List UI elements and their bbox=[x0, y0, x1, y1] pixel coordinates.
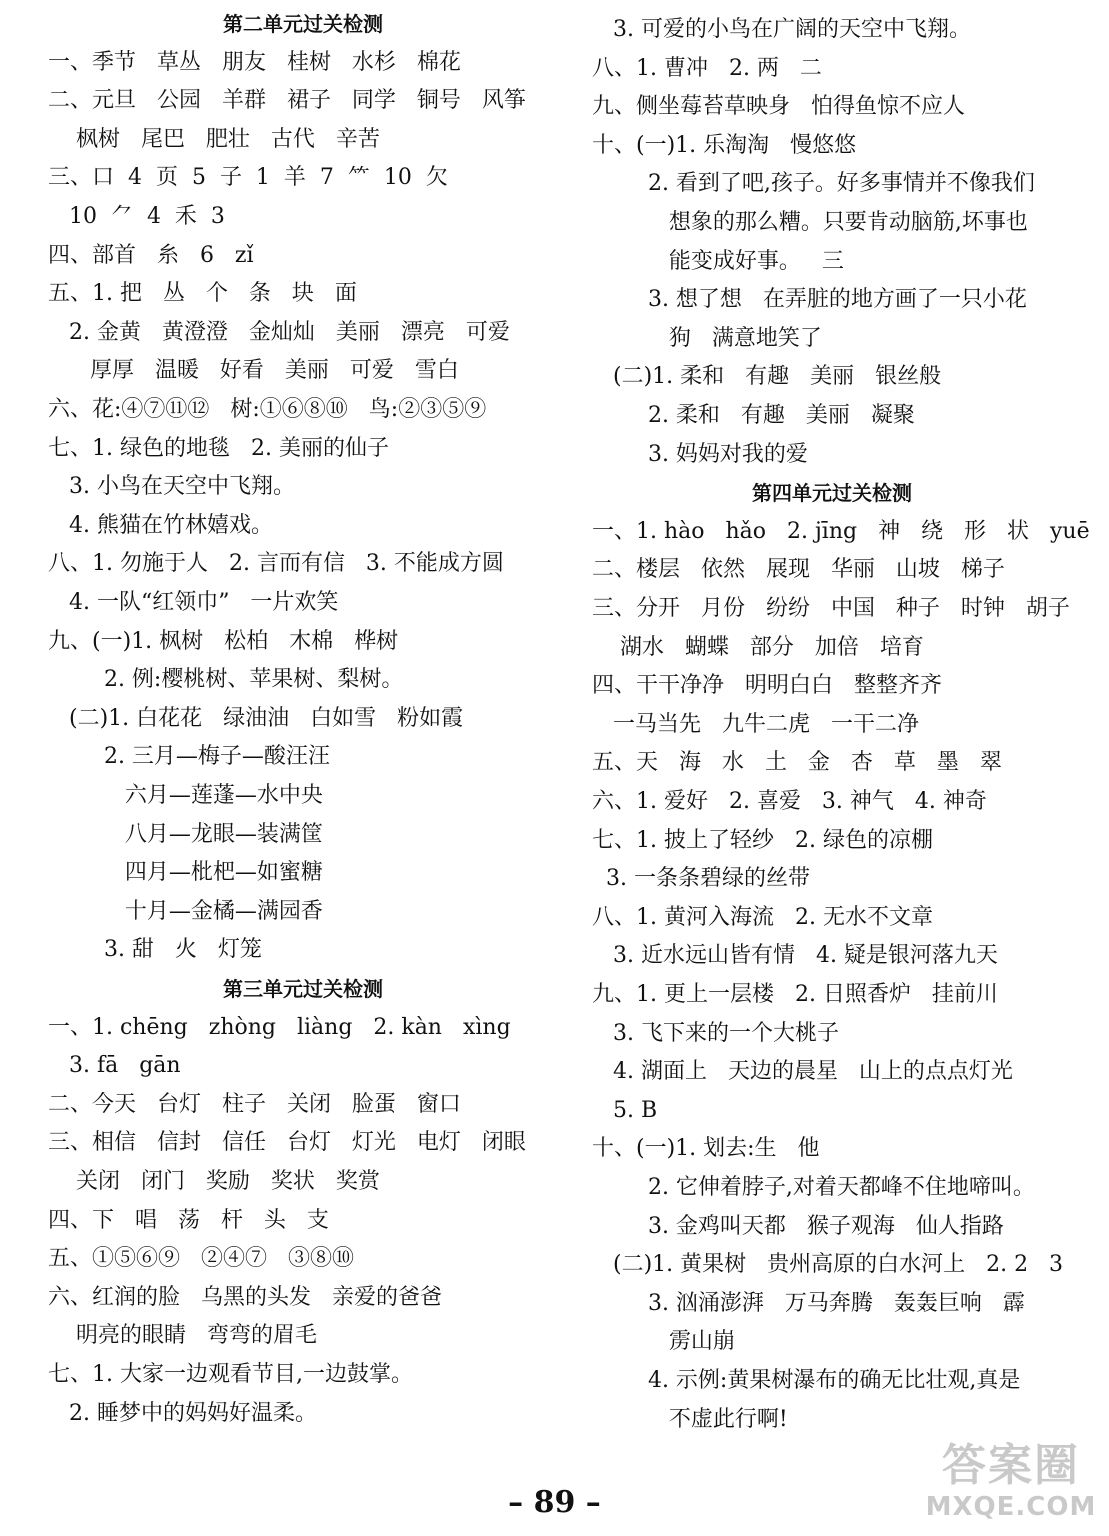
answer-line: 二、楼层 依然 展现 华丽 山坡 梯子 bbox=[592, 557, 1005, 583]
section-title: 第三单元过关检测 bbox=[223, 977, 383, 1001]
answer-line: 4. 熊猫在竹林嬉戏。 bbox=[48, 512, 273, 538]
answer-line: 5. B bbox=[592, 1097, 658, 1123]
answer-line: 3. fā gān bbox=[48, 1053, 181, 1079]
answer-line: 3. 近水远山皆有情 4. 疑是银河落九天 bbox=[592, 943, 998, 969]
answer-line: 三、相信 信封 信任 台灯 灯光 电灯 闭眼 bbox=[48, 1130, 526, 1156]
answer-line: 九、1. 更上一层楼 2. 日照香炉 挂前川 bbox=[592, 982, 998, 1007]
answer-line: 二、今天 台灯 柱子 关闭 脸蛋 窗口 bbox=[48, 1091, 461, 1117]
answer-line: 枫树 尾巴 肥壮 古代 辛苦 bbox=[48, 126, 380, 152]
answer-line: 八月—龙眼—装满筐 bbox=[48, 821, 323, 847]
answer-line: 四、部首 糸 6 zǐ bbox=[48, 242, 254, 268]
answer-line: 十月—金橘—满园香 bbox=[48, 898, 323, 924]
answer-line: 2. 柔和 有趣 美丽 凝聚 bbox=[592, 403, 915, 428]
section-title: 第二单元过关检测 bbox=[223, 12, 383, 36]
answer-line: 2. 它伸着脖子,对着天都峰不住地啼叫。 bbox=[592, 1175, 1035, 1200]
answer-line: 狗 满意地笑了 bbox=[592, 325, 822, 351]
answer-line: 雳山崩 bbox=[592, 1329, 735, 1355]
answer-line: 明亮的眼睛 弯弯的眉毛 bbox=[48, 1323, 317, 1349]
answer-line: 三、分开 月份 纷纷 中国 种子 时钟 胡子 bbox=[592, 596, 1070, 621]
answer-line: 2. 三月—梅子—酸汪汪 bbox=[48, 744, 330, 770]
watermark-top-text: 答案圈 bbox=[942, 1440, 1080, 1491]
answer-line: 3. 飞下来的一个大桃子 bbox=[592, 1020, 839, 1046]
answer-line: 十、(一)1. 划去:生 他 bbox=[592, 1136, 820, 1162]
answer-line: 厚厚 温暖 好看 美丽 可爱 雪白 bbox=[48, 358, 459, 384]
answer-line: 六月—莲蓬—水中央 bbox=[48, 783, 323, 808]
answer-line: 四月—枇杷—如蜜糖 bbox=[48, 860, 323, 886]
answer-line: 七、1. 披上了轻纱 2. 绿色的凉棚 bbox=[592, 827, 933, 853]
answer-line: 三、口 4 页 5 子 1 羊 7 ⺮ 10 欠 bbox=[48, 165, 448, 191]
section-title: 第四单元过关检测 bbox=[752, 481, 912, 506]
answer-line: 五、①⑤⑥⑨ ②④⑦ ③⑧⑩ bbox=[48, 1246, 354, 1272]
answer-line: 湖水 蝴蝶 部分 加倍 培育 bbox=[592, 634, 924, 660]
answer-line: 八、1. 曹冲 2. 两 二 bbox=[592, 55, 822, 81]
answer-line: 关闭 闭门 奖励 奖状 奖赏 bbox=[48, 1169, 380, 1194]
answer-line: 3. 想了想 在弄脏的地方画了一只小花 bbox=[592, 287, 1027, 313]
answer-line: 八、1. 黄河入海流 2. 无水不文章 bbox=[592, 904, 933, 930]
answer-line: 二、元旦 公园 羊群 裙子 同学 铜号 风筝 bbox=[48, 88, 526, 114]
answer-line: 3. 金鸡叫天都 猴子观海 仙人指路 bbox=[592, 1213, 1004, 1239]
answer-line: 不虚此行啊! bbox=[592, 1406, 788, 1432]
answer-line: 3. 汹涌澎湃 万马奔腾 轰轰巨响 霹 bbox=[592, 1290, 1025, 1316]
answer-line: 4. 湖面上 天边的晨星 山上的点点灯光 bbox=[592, 1059, 1013, 1085]
answer-line: 3. 小鸟在天空中飞翔。 bbox=[48, 474, 295, 500]
answer-line: 九、侧坐莓苔草映身 怕得鱼惊不应人 bbox=[592, 94, 965, 120]
answer-line: 2. 金黄 黄澄澄 金灿灿 美丽 漂亮 可爱 bbox=[48, 319, 510, 345]
watermark-logo bbox=[921, 1440, 1101, 1530]
answer-line: 3. 甜 火 灯笼 bbox=[48, 937, 262, 963]
answer-line: 4. 示例:黄果树瀑布的确无比壮观,真是 bbox=[592, 1368, 1021, 1393]
answer-line: 10 ⺈ 4 禾 3 bbox=[48, 204, 225, 229]
answer-line: 2. 睡梦中的妈妈好温柔。 bbox=[48, 1400, 317, 1426]
answer-line: 4. 一队“红领巾” 一片欢笑 bbox=[48, 590, 339, 615]
answer-line: 六、花:④⑦⑪⑫ 树:①⑥⑧⑩ 鸟:②③⑤⑨ bbox=[48, 397, 487, 422]
answer-line: 2. 例:樱桃树、苹果树、梨树。 bbox=[48, 667, 404, 693]
watermark-bottom-text: MXQE.COM bbox=[925, 1492, 1097, 1522]
answer-line: 六、红润的脸 乌黑的头发 亲爱的爸爸 bbox=[48, 1284, 442, 1310]
answer-line: 能变成好事。 三 bbox=[592, 248, 844, 274]
answer-line: 3. 一条条碧绿的丝带 bbox=[592, 866, 810, 892]
answer-line: 四、干干净净 明明白白 整整齐齐 bbox=[592, 673, 942, 699]
answer-line: 3. 妈妈对我的爱 bbox=[592, 441, 808, 467]
answer-line: 一、季节 草丛 朋友 桂树 水杉 棉花 bbox=[48, 49, 461, 75]
answer-line: 一、1. chēng zhòng liàng 2. kàn xìng bbox=[48, 1014, 511, 1040]
answer-line: (二)1. 柔和 有趣 美丽 银丝般 bbox=[592, 364, 942, 390]
page-number: – 89 – bbox=[508, 1485, 601, 1520]
answer-line: 一马当先 九牛二虎 一干二净 bbox=[592, 711, 919, 737]
answer-line: 六、1. 爱好 2. 喜爱 3. 神气 4. 神奇 bbox=[592, 789, 987, 814]
answer-line: 3. 可爱的小鸟在广阔的天空中飞翔。 bbox=[592, 17, 971, 42]
answer-line: 五、天 海 水 土 金 杏 草 墨 翠 bbox=[592, 750, 1002, 776]
answer-line: 四、下 唱 荡 杆 头 支 bbox=[48, 1207, 329, 1233]
answer-line: 八、1. 勿施于人 2. 言而有信 3. 不能成方圆 bbox=[48, 551, 504, 577]
answer-line: 九、(一)1. 枫树 松柏 木棉 桦树 bbox=[48, 628, 399, 654]
answer-line: 七、1. 绿色的地毯 2. 美丽的仙子 bbox=[48, 435, 389, 461]
answer-line: (二)1. 黄果树 贵州高原的白水河上 2. 2 3 bbox=[592, 1252, 1064, 1278]
answer-line: 一、1. hào hǎo 2. jīng 神 绕 形 状 yuē bbox=[592, 518, 1090, 544]
answer-line: (二)1. 白花花 绿油油 白如雪 粉如霞 bbox=[48, 705, 464, 731]
answer-line: 十、(一)1. 乐淘淘 慢悠悠 bbox=[592, 132, 857, 158]
answer-line: 2. 看到了吧,孩子。好多事情并不像我们 bbox=[592, 171, 1035, 197]
answer-line: 五、1. 把 丛 个 条 块 面 bbox=[48, 281, 357, 307]
answer-line: 想象的那么糟。只要肯动脑筋,坏事也 bbox=[592, 210, 1028, 235]
answer-line: 七、1. 大家一边观看节目,一边鼓掌。 bbox=[48, 1362, 413, 1387]
